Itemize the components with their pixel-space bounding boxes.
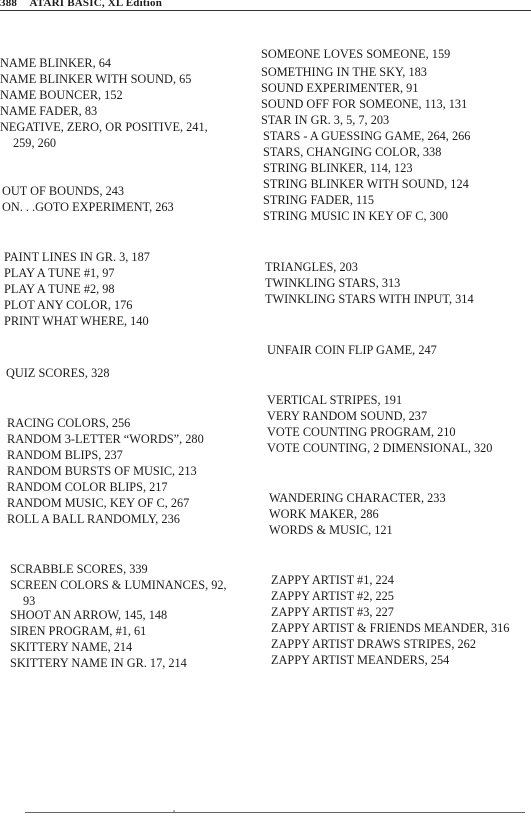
index-entry	[271, 604, 394, 620]
index-entry	[261, 112, 389, 128]
index-entry	[271, 636, 476, 652]
index-entry	[0, 55, 111, 71]
page-number: 388	[0, 0, 18, 9]
entry-text: ZAPPY ARTIST #3, 227	[271, 605, 394, 619]
index-entry	[263, 176, 469, 192]
index-entry	[0, 71, 191, 87]
entry-text: SKITTERY NAME IN GR. 17, 214	[10, 656, 187, 670]
index-entry	[7, 463, 197, 479]
entry-text: RANDOM MUSIC, KEY OF C, 267	[7, 496, 190, 510]
entry-text: ROLL A BALL RANDOMLY, 236	[7, 512, 180, 526]
entry-text: STRING BLINKER, 114, 123	[263, 161, 413, 175]
index-entry	[7, 447, 123, 463]
index-entry	[10, 607, 167, 623]
entry-text: WORK MAKER, 286	[269, 507, 379, 521]
index-entry	[269, 522, 393, 538]
entry-text: RANDOM BLIPS, 237	[7, 448, 123, 462]
index-entry	[271, 620, 509, 636]
entry-text: RACING COLORS, 256	[7, 416, 131, 430]
entry-text: TRIANGLES, 203	[265, 260, 358, 274]
index-entry	[265, 259, 358, 275]
entry-text: PLAY A TUNE #2, 98	[4, 282, 115, 296]
index-entry	[263, 208, 448, 224]
entry-text: SHOOT AN ARROW, 145, 148	[10, 608, 168, 622]
entry-text: NAME BLINKER WITH SOUND, 65	[0, 72, 192, 86]
entry-text: SOMETHING IN THE SKY, 183	[261, 65, 427, 79]
entry-text: ZAPPY ARTIST MEANDERS, 254	[271, 653, 450, 667]
entry-continuation: 259, 260	[13, 136, 57, 150]
entry-text: SKITTERY NAME, 214	[10, 640, 133, 654]
entry-text: STAR IN GR. 3, 5, 7, 203	[261, 113, 390, 127]
entry-text: SCREEN COLORS & LUMINANCES, 92,	[10, 578, 227, 592]
index-entry	[6, 365, 110, 381]
index-entry	[265, 275, 400, 291]
entry-text: VOTE COUNTING, 2 DIMENSIONAL, 320	[267, 441, 493, 455]
scan-speck	[173, 810, 175, 812]
entry-text: SOMEONE LOVES SOMEONE, 159	[261, 47, 451, 61]
entry-text: WORDS & MUSIC, 121	[269, 523, 393, 537]
entry-text: ON. . .GOTO EXPERIMENT, 263	[2, 200, 174, 214]
index-entry	[263, 128, 470, 144]
index-entry	[263, 192, 374, 208]
index-entry	[261, 96, 467, 112]
entry-text: TWINKLING STARS, 313	[265, 276, 401, 290]
entry-text: STRING MUSIC IN KEY OF C, 300	[263, 209, 449, 223]
index-entry	[7, 431, 204, 447]
index-entry	[271, 588, 394, 604]
index-entry	[267, 440, 492, 456]
entry-text: SIREN PROGRAM, #1, 61	[10, 624, 147, 638]
entry-text: ZAPPY ARTIST & FRIENDS MEANDER, 316	[271, 621, 510, 635]
entry-text: SOUND OFF FOR SOMEONE, 113, 131	[261, 97, 468, 111]
index-entry	[261, 80, 418, 96]
entry-continuation: 93	[23, 594, 36, 608]
index-entry	[263, 144, 441, 160]
index-entry	[7, 479, 168, 495]
entry-text: PRINT WHAT WHERE, 140	[4, 314, 149, 328]
entry-text: STARS - A GUESSING GAME, 264, 266	[263, 129, 471, 143]
entry-text: NEGATIVE, ZERO, OR POSITIVE, 241,	[0, 120, 208, 134]
entry-text: STRING BLINKER WITH SOUND, 124	[263, 177, 469, 191]
entry-text: PLAY A TUNE #1, 97	[4, 266, 115, 280]
index-entry	[267, 408, 427, 424]
index-entry	[4, 281, 115, 297]
index-entry	[10, 655, 187, 671]
index-entry	[10, 561, 148, 577]
index-entry	[265, 291, 474, 307]
entry-text: PAINT LINES IN GR. 3, 187	[4, 250, 150, 264]
index-entry	[267, 392, 402, 408]
index-entry	[0, 119, 208, 151]
entry-text: SCRABBLE SCORES, 339	[10, 562, 148, 576]
entry-text: NAME BLINKER, 64	[0, 56, 112, 70]
entry-text: RANDOM BURSTS OF MUSIC, 213	[7, 464, 197, 478]
entry-text: OUT OF BOUNDS, 243	[2, 184, 125, 198]
index-entry	[269, 506, 379, 522]
index-entry	[10, 577, 227, 609]
entry-text: SOUND EXPERIMENTER, 91	[261, 81, 419, 95]
index-entry	[271, 572, 394, 588]
entry-text: NAME FADER, 83	[0, 104, 98, 118]
index-entry	[2, 199, 174, 215]
entry-text: NAME BOUNCER, 152	[0, 88, 123, 102]
index-entry	[271, 652, 449, 668]
index-entry	[261, 46, 450, 62]
entry-text: VERY RANDOM SOUND, 237	[267, 409, 428, 423]
book-title: ATARI BASIC, XL Edition	[29, 0, 163, 9]
entry-text: UNFAIR COIN FLIP GAME, 247	[267, 343, 437, 357]
entry-text: RANDOM 3-LETTER “WORDS”, 280	[7, 432, 204, 446]
entry-text: STARS, CHANGING COLOR, 338	[263, 145, 442, 159]
index-entry	[7, 495, 189, 511]
index-entry	[269, 490, 446, 506]
entry-text: QUIZ SCORES, 328	[6, 366, 110, 380]
index-entry	[4, 249, 150, 265]
entry-text: VOTE COUNTING PROGRAM, 210	[267, 425, 456, 439]
entry-text: ZAPPY ARTIST DRAWS STRIPES, 262	[271, 637, 476, 651]
index-entry	[4, 297, 132, 313]
entry-text: ZAPPY ARTIST #1, 224	[271, 573, 394, 587]
index-entry	[4, 313, 149, 329]
footer-rule	[25, 812, 525, 813]
index-entry	[261, 64, 427, 80]
index-entry	[0, 87, 123, 103]
entry-text: PLOT ANY COLOR, 176	[4, 298, 133, 312]
index-entry	[10, 639, 132, 655]
index-entry	[2, 183, 124, 199]
entry-text: WANDERING CHARACTER, 233	[269, 491, 446, 505]
index-entry	[7, 511, 180, 527]
index-entry	[263, 160, 413, 176]
index-entry	[4, 265, 115, 281]
index-entry	[0, 103, 97, 119]
index-entry	[7, 415, 130, 431]
entry-text: ZAPPY ARTIST #2, 225	[271, 589, 394, 603]
entry-text: VERTICAL STRIPES, 191	[267, 393, 403, 407]
index-entry	[267, 424, 456, 440]
index-column-right	[258, 0, 528, 823]
entry-text: STRING FADER, 115	[263, 193, 375, 207]
index-entry	[10, 623, 146, 639]
entry-text: RANDOM COLOR BLIPS, 217	[7, 480, 168, 494]
index-entry	[267, 342, 437, 358]
entry-text: TWINKLING STARS WITH INPUT, 314	[265, 292, 474, 306]
